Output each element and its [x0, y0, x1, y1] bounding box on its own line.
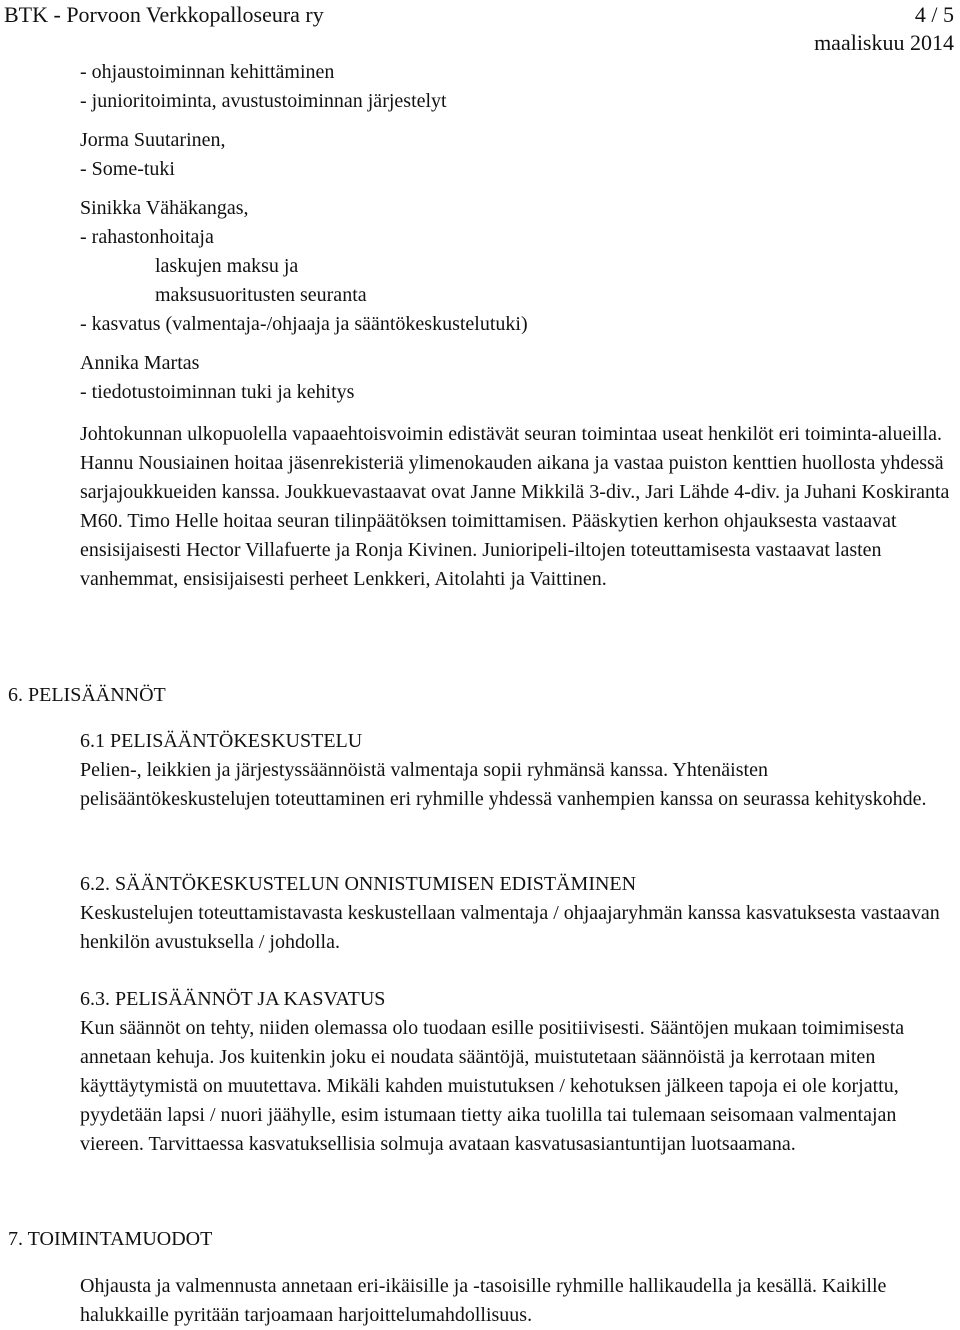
subsection-text: Keskustelujen toteuttamistavasta keskustellaan valmentaja / ohjaajaryhmän kanssa kasvatuksesta vastaavan henkilön avustuksella / johdolla.: [80, 902, 940, 953]
subsection-heading: 6.3. PELISÄÄNNÖT JA KASVATUS: [80, 988, 386, 1010]
subsection-heading: 6.1 PELISÄÄNTÖKESKUSTELU: [80, 730, 363, 752]
document-date: maaliskuu 2014: [814, 30, 954, 55]
section-7: [80, 1272, 956, 1330]
role-line: - ohjaustoiminnan kehittäminen: [80, 61, 335, 83]
subsection-text: Kun säännöt on tehty, niiden olemassa olo tuodaan esille positiivisesti. Sääntöjen mukaan toimimisesta annetaan kehuja. Jos kuitenkin joku ei noudata sääntöjä, muistutetaan säännöistä ja kerrotaan miten käyttäytymistä on muutettava. Mikäli kahden muistutuksen / kehotuksen jälkeen tapoja ei ole korjattu, pyydetään lapsi / nuori jäähylle, esim istumaan tietty aika tuolilla tai tulemaan seisomaan valmentajan viereen. Tarvittaessa kasvatuksellisia solmuja avataan kasvatusasiantuntijan luotsaamana.: [80, 1017, 905, 1155]
section-text: Ohjausta ja valmennusta annetaan eri-ikäisille ja -tasoisille ryhmille hallikaudella ja kesällä. Kaikille halukkaille pyritään tarjoamaan harjoittelumahdollisuus.: [80, 1275, 887, 1326]
section-6-heading: 6. PELISÄÄNNÖT: [8, 684, 166, 706]
role-line: - Some-tuki: [80, 158, 175, 180]
board-members: [80, 58, 956, 594]
role-line: - kasvatus (valmentaja-/ohjaaja ja sääntökeskustelutuki): [80, 313, 528, 335]
role-line: - tiedotustoiminnan tuki ja kehitys: [80, 381, 355, 403]
page-number: 4 / 5: [914, 2, 954, 27]
role-subline: laskujen maksu ja: [155, 255, 299, 277]
section-6-3: [80, 985, 956, 1159]
subsection-heading: 6.2. SÄÄNTÖKESKUSTELUN ONNISTUMISEN EDISTÄMINEN: [80, 873, 637, 895]
role-subline: maksusuoritusten seuranta: [155, 284, 367, 306]
subsection-text: Pelien-, leikkien ja järjestyssäännöistä valmentaja sopii ryhmänsä kanssa. Yhtenäisten pelisääntökeskustelujen toteuttaminen eri ryhmille yhdessä vanhempien kanssa on seurassa kehityskohde.: [80, 759, 927, 810]
section-6-1: [80, 727, 956, 814]
role-line: - junioritoiminta, avustustoiminnan järjestelyt: [80, 90, 447, 112]
member-name: Jorma Suutarinen,: [80, 129, 226, 151]
role-line: - rahastonhoitaja: [80, 226, 214, 248]
volunteers-paragraph: Johtokunnan ulkopuolella vapaaehtoisvoimin edistävät seuran toimintaa useat henkilöt eri toiminta-alueilla. Hannu Nousiainen hoitaa jäsenrekisteriä ylimenokauden aikana ja vastaa puiston kenttien huollosta yhdessä sarjajoukkueiden kanssa. Joukkuevastaavat ovat Janne Mikkilä 3-div., Jari Lähde 4-div. ja Juhani Koskiranta M60. Timo Helle hoitaa seuran tilinpäätöksen toimittamisen. Pääskytien kerhon ohjauksesta vastaavat ensisijaisesti Hector Villafuerte ja Ronja Kivinen. Junioripeli-iltojen toteuttamisesta vastaavat lasten vanhemmat, ensisijaisesti perheet Lenkkeri, Aitolahti ja Vaittinen.: [80, 423, 950, 590]
section-6-2: [80, 870, 956, 957]
member-name: Sinikka Vähäkangas,: [80, 197, 249, 219]
member-name: Annika Martas: [80, 352, 200, 374]
section-7-heading: 7. TOIMINTAMUODOT: [8, 1228, 213, 1250]
document-title: BTK - Porvoon Verkkopalloseura ry: [4, 2, 324, 27]
